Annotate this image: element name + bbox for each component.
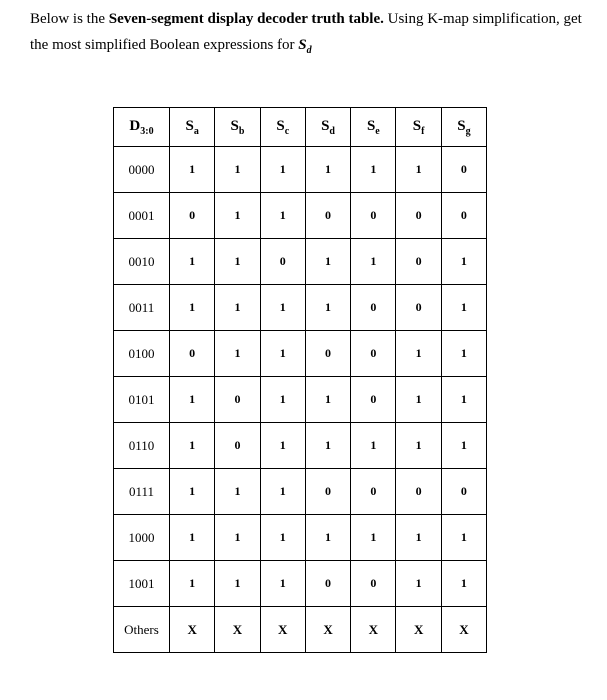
output-cell: 0 (396, 469, 441, 515)
output-cell: 1 (215, 193, 260, 239)
output-cell: 1 (170, 147, 215, 193)
output-cell: 1 (260, 193, 305, 239)
table-row (114, 147, 487, 193)
output-cell: 1 (260, 423, 305, 469)
output-cell: 1 (260, 469, 305, 515)
table-row (114, 331, 487, 377)
output-cell: 0 (351, 377, 396, 423)
output-cell: X (305, 607, 350, 653)
output-cell: 1 (441, 515, 486, 561)
table-row (114, 469, 487, 515)
output-cell: 1 (215, 331, 260, 377)
output-cell: X (215, 607, 260, 653)
header-cell-sf: $S_f$ (396, 108, 441, 147)
question-bold: Seven-segment display decoder truth table. (108, 11, 384, 27)
output-cell: 1 (441, 377, 486, 423)
header-cell-se: $S_e$ (351, 108, 396, 147)
output-cell: 0 (351, 469, 396, 515)
header-cell-sc: $S_c$ (260, 108, 305, 147)
input-cell: 0000 (114, 147, 170, 193)
table-row (114, 515, 487, 561)
output-cell: 1 (170, 377, 215, 423)
output-cell: 1 (170, 515, 215, 561)
output-cell: 1 (305, 515, 350, 561)
output-cell: 1 (396, 561, 441, 607)
output-cell: 1 (260, 561, 305, 607)
output-cell: 0 (351, 561, 396, 607)
output-cell: 0 (396, 193, 441, 239)
input-cell: 0110 (114, 423, 170, 469)
output-cell: 1 (215, 561, 260, 607)
output-cell: 1 (441, 561, 486, 607)
input-cell: 0011 (114, 285, 170, 331)
header-row (114, 108, 487, 147)
output-cell: 1 (441, 239, 486, 285)
input-cell: 0001 (114, 193, 170, 239)
output-cell: 0 (441, 469, 486, 515)
header-cell-sg: $S_g$ (441, 108, 486, 147)
output-cell: 1 (351, 423, 396, 469)
output-cell: 1 (215, 239, 260, 285)
input-cell: Others (114, 607, 170, 653)
output-cell: X (441, 607, 486, 653)
header-cell-sa: $S_a$ (170, 108, 215, 147)
output-cell: 0 (305, 193, 350, 239)
input-cell: 0101 (114, 377, 170, 423)
output-cell: 1 (396, 515, 441, 561)
output-cell: 0 (441, 147, 486, 193)
output-cell: X (170, 607, 215, 653)
table-row (114, 193, 487, 239)
output-cell: 1 (260, 515, 305, 561)
output-cell: 1 (305, 377, 350, 423)
input-cell: 1001 (114, 561, 170, 607)
output-cell: 1 (170, 469, 215, 515)
question-middle: Using K-map simplification, get the most simplified Boolean expressions for (30, 11, 582, 53)
input-cell: 0100 (114, 331, 170, 377)
header-cell-sd: $S_d$ (305, 108, 350, 147)
table-row (114, 239, 487, 285)
output-cell: 1 (441, 423, 486, 469)
output-cell: 0 (305, 469, 350, 515)
output-cell: 1 (305, 423, 350, 469)
question-text (30, 6, 598, 64)
output-cell: 0 (396, 239, 441, 285)
output-cell: 1 (396, 377, 441, 423)
output-cell: 0 (215, 423, 260, 469)
output-cell: X (260, 607, 305, 653)
output-cell: 0 (305, 561, 350, 607)
output-cell: 1 (351, 515, 396, 561)
header-cell-sb: $S_b$ (215, 108, 260, 147)
output-cell: 1 (215, 147, 260, 193)
output-cell: 0 (170, 331, 215, 377)
output-cell: 1 (260, 147, 305, 193)
output-cell: 1 (396, 331, 441, 377)
output-cell: 1 (351, 239, 396, 285)
output-cell: 1 (260, 331, 305, 377)
output-cell: 0 (351, 193, 396, 239)
header-cell-input: $D_{3:0}$ (114, 108, 170, 147)
output-cell: 1 (396, 147, 441, 193)
output-cell: 1 (441, 331, 486, 377)
output-cell: X (396, 607, 441, 653)
output-cell: 1 (441, 285, 486, 331)
output-cell: 1 (170, 285, 215, 331)
input-cell: 0111 (114, 469, 170, 515)
table-row (114, 377, 487, 423)
output-cell: 0 (260, 239, 305, 285)
truth-table (113, 107, 487, 653)
output-cell: 1 (170, 561, 215, 607)
table-row (114, 285, 487, 331)
output-cell: 0 (351, 285, 396, 331)
output-cell: X (351, 607, 396, 653)
output-cell: 1 (215, 469, 260, 515)
output-cell: 1 (260, 285, 305, 331)
table-row (114, 561, 487, 607)
output-cell: 1 (351, 147, 396, 193)
output-cell: 1 (305, 239, 350, 285)
output-cell: 1 (396, 423, 441, 469)
output-cell: 1 (215, 515, 260, 561)
table-row (114, 607, 487, 653)
output-cell: 0 (396, 285, 441, 331)
output-cell: 0 (441, 193, 486, 239)
question-prefix: Below is the (30, 11, 109, 27)
output-cell: 1 (170, 423, 215, 469)
table-row (114, 423, 487, 469)
output-cell: 1 (305, 285, 350, 331)
input-cell: 1000 (114, 515, 170, 561)
output-cell: 1 (170, 239, 215, 285)
output-cell: 1 (305, 147, 350, 193)
target-output: $S_d$ (298, 37, 312, 56)
output-cell: 1 (215, 285, 260, 331)
output-cell: 0 (305, 331, 350, 377)
output-cell: 0 (351, 331, 396, 377)
output-cell: 0 (170, 193, 215, 239)
output-cell: 0 (215, 377, 260, 423)
output-cell: 1 (260, 377, 305, 423)
input-cell: 0010 (114, 239, 170, 285)
